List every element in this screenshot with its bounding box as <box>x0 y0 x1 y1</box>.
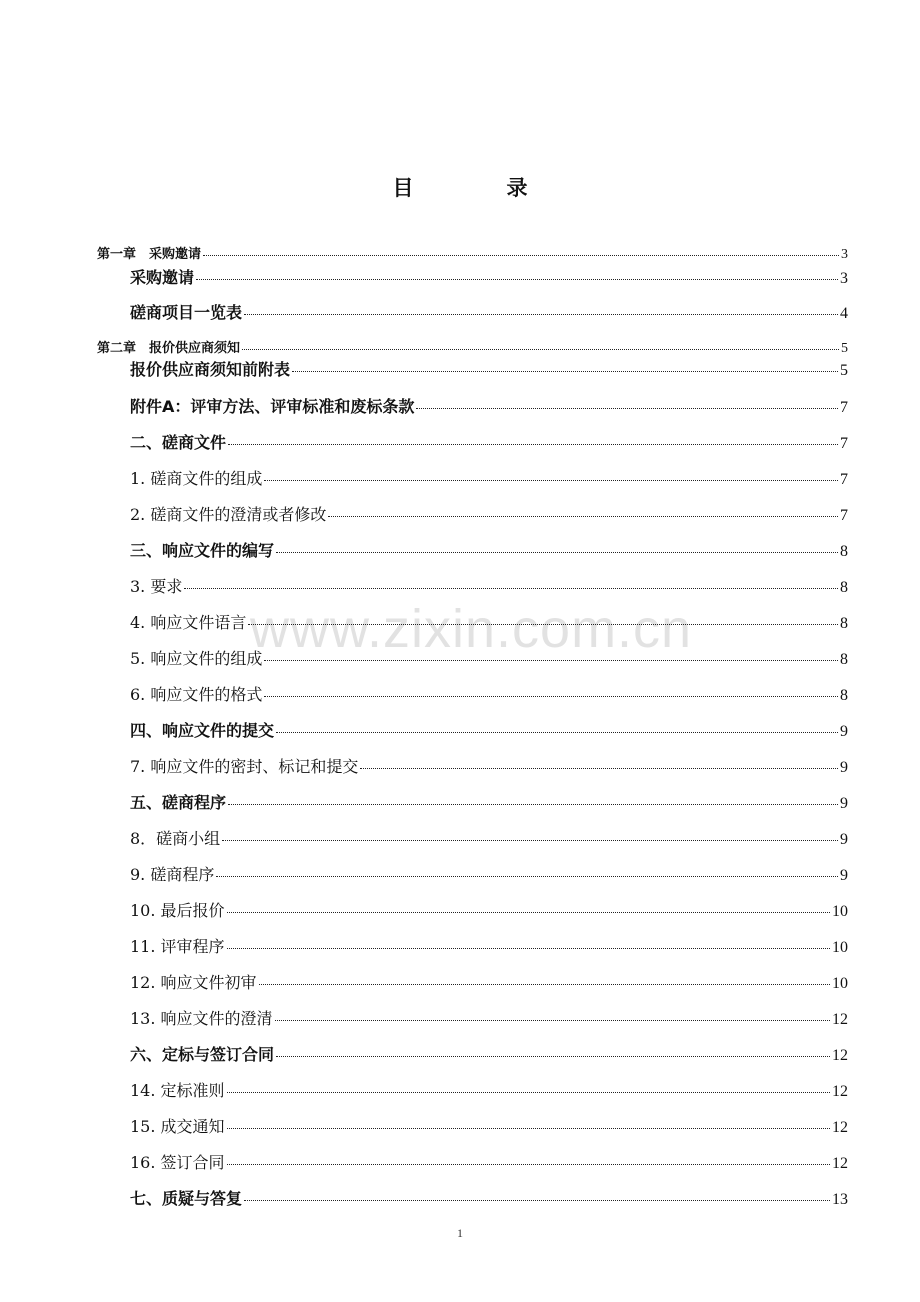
toc-leader-dots <box>196 279 838 280</box>
toc-leader-dots <box>227 1128 830 1129</box>
toc-page-number: 4 <box>840 305 848 322</box>
toc-entry-label: 磋商项目一览表 <box>130 303 243 322</box>
toc-entry-label: 10. 最后报价 <box>130 901 225 920</box>
toc-entry-label: 16. 签订合同 <box>130 1153 225 1172</box>
toc-leader-dots <box>275 1020 830 1021</box>
toc-leader-dots <box>264 480 838 481</box>
toc-entry[interactable] <box>130 862 848 885</box>
toc-entry[interactable] <box>130 826 848 849</box>
toc-entry-label: 4. 响应文件语言 <box>130 613 247 632</box>
toc-leader-dots <box>416 408 838 409</box>
toc-entry-label: 3. 要求 <box>130 577 183 596</box>
toc-entry[interactable] <box>130 357 848 380</box>
toc-leader-dots <box>227 912 830 913</box>
toc-entry[interactable] <box>130 1114 848 1137</box>
toc-leader-dots <box>264 696 838 697</box>
toc-entry-label: 三、响应文件的编写 <box>130 541 275 560</box>
toc-entry[interactable] <box>130 934 848 957</box>
toc-leader-dots <box>328 516 838 517</box>
toc-entry[interactable] <box>130 1150 848 1173</box>
toc-entry-chapter-2[interactable] <box>97 337 848 357</box>
toc-entry[interactable] <box>130 394 848 417</box>
toc-entry-label: 二、磋商文件 <box>130 433 227 452</box>
toc-page-number: 10 <box>832 975 848 992</box>
toc-entry[interactable] <box>130 646 848 669</box>
toc-entry[interactable] <box>130 718 848 741</box>
toc-page-number: 9 <box>840 723 848 740</box>
toc-entry-label: 7. 响应文件的密封、标记和提交 <box>130 757 359 776</box>
toc-entry-label: 12. 响应文件初审 <box>130 973 257 992</box>
toc-entry[interactable] <box>130 502 848 525</box>
toc-entry-label: 11. 评审程序 <box>130 937 225 956</box>
toc-leader-dots <box>227 1164 830 1165</box>
toc-entry-chapter-1[interactable] <box>97 243 848 263</box>
toc-page-number: 8 <box>840 615 848 632</box>
toc-page-number: 13 <box>832 1191 848 1208</box>
toc-entry-label: 15. 成交通知 <box>130 1117 225 1136</box>
toc-entry[interactable] <box>130 430 848 453</box>
toc-leader-dots <box>203 255 839 256</box>
toc-leader-dots <box>244 314 838 315</box>
toc-entry-label: 四、响应文件的提交 <box>130 721 275 740</box>
toc-entry-label: 五、磋商程序 <box>130 793 227 812</box>
toc-entry[interactable] <box>130 610 848 633</box>
toc-page-number: 3 <box>840 270 848 287</box>
toc-entry[interactable] <box>130 466 848 489</box>
toc-entry-label: 1. 磋商文件的组成 <box>130 469 263 488</box>
toc-entry[interactable] <box>130 574 848 597</box>
toc-leader-dots <box>276 1056 830 1057</box>
toc-page-number: 7 <box>840 471 848 488</box>
toc-leader-dots <box>227 948 830 949</box>
toc-leader-dots <box>184 588 838 589</box>
toc-page-number: 5 <box>841 341 848 356</box>
toc-entry-label: 附件A：评审方法、评审标准和废标条款 <box>130 397 415 416</box>
toc-page-number: 9 <box>840 795 848 812</box>
page-number: 1 <box>457 1226 463 1240</box>
toc-entry[interactable] <box>130 300 848 323</box>
toc-page-number: 9 <box>840 759 848 776</box>
toc-page-number: 12 <box>832 1119 848 1136</box>
toc-page-number: 7 <box>840 507 848 524</box>
toc-leader-dots <box>228 804 838 805</box>
toc-page-number: 8 <box>840 651 848 668</box>
watermark: www.zixin.com.cn <box>250 599 693 659</box>
page-title: 目 录 <box>392 176 564 200</box>
toc-entry-label: 9. 磋商程序 <box>130 865 215 884</box>
toc-entry-label: 14. 定标准则 <box>130 1081 225 1100</box>
toc-entry-label: 8．磋商小组 <box>130 829 221 848</box>
toc-page-number: 12 <box>832 1083 848 1100</box>
toc-page-number: 3 <box>841 247 848 262</box>
toc-page-number: 8 <box>840 579 848 596</box>
toc-entry[interactable] <box>130 1006 848 1029</box>
toc-entry[interactable] <box>130 790 848 813</box>
toc-leader-dots <box>228 444 838 445</box>
toc-entry[interactable] <box>130 754 848 777</box>
toc-entry[interactable] <box>130 970 848 993</box>
toc-entry[interactable] <box>130 265 848 288</box>
toc-page-number: 10 <box>832 903 848 920</box>
toc-entry[interactable] <box>130 898 848 921</box>
toc-page-number: 7 <box>840 399 848 416</box>
toc-entry[interactable] <box>130 682 848 705</box>
toc-page-number: 8 <box>840 543 848 560</box>
toc-leader-dots <box>227 1092 830 1093</box>
toc-page-number: 12 <box>832 1155 848 1172</box>
toc-leader-dots <box>276 732 838 733</box>
toc-leader-dots <box>248 624 838 625</box>
toc-page-number: 9 <box>840 867 848 884</box>
toc-entry-label: 6. 响应文件的格式 <box>130 685 263 704</box>
toc-page-number: 9 <box>840 831 848 848</box>
toc-entry-label: 六、定标与签订合同 <box>130 1045 275 1064</box>
toc-leader-dots <box>222 840 838 841</box>
toc-page-number: 10 <box>832 939 848 956</box>
toc-leader-dots <box>259 984 830 985</box>
toc-entry[interactable] <box>130 1078 848 1101</box>
toc-entry-label: 采购邀请 <box>130 268 195 287</box>
toc-entry-label: 5. 响应文件的组成 <box>130 649 263 668</box>
toc-entry[interactable] <box>130 1186 848 1209</box>
toc-leader-dots <box>276 552 838 553</box>
toc-entry[interactable] <box>130 1042 848 1065</box>
toc-leader-dots <box>216 876 838 877</box>
toc-leader-dots <box>292 371 838 372</box>
toc-entry-label: 第一章 采购邀请 <box>97 247 202 262</box>
toc-entry-label: 报价供应商须知前附表 <box>130 360 291 379</box>
toc-page-number: 12 <box>832 1047 848 1064</box>
toc-page-number: 8 <box>840 687 848 704</box>
toc-page-number: 12 <box>832 1011 848 1028</box>
toc-entry-label: 2. 磋商文件的澄清或者修改 <box>130 505 327 524</box>
toc-entry-label: 第二章 报价供应商须知 <box>97 341 241 356</box>
toc-leader-dots <box>244 1200 830 1201</box>
toc-entry-label: 13. 响应文件的澄清 <box>130 1009 273 1028</box>
toc-leader-dots <box>242 349 839 350</box>
toc-leader-dots <box>360 768 838 769</box>
toc-entry-label: 七、质疑与答复 <box>130 1189 243 1208</box>
toc-entry[interactable] <box>130 538 848 561</box>
toc-page-number: 7 <box>840 435 848 452</box>
toc-leader-dots <box>264 660 838 661</box>
toc-page-number: 5 <box>840 362 848 379</box>
